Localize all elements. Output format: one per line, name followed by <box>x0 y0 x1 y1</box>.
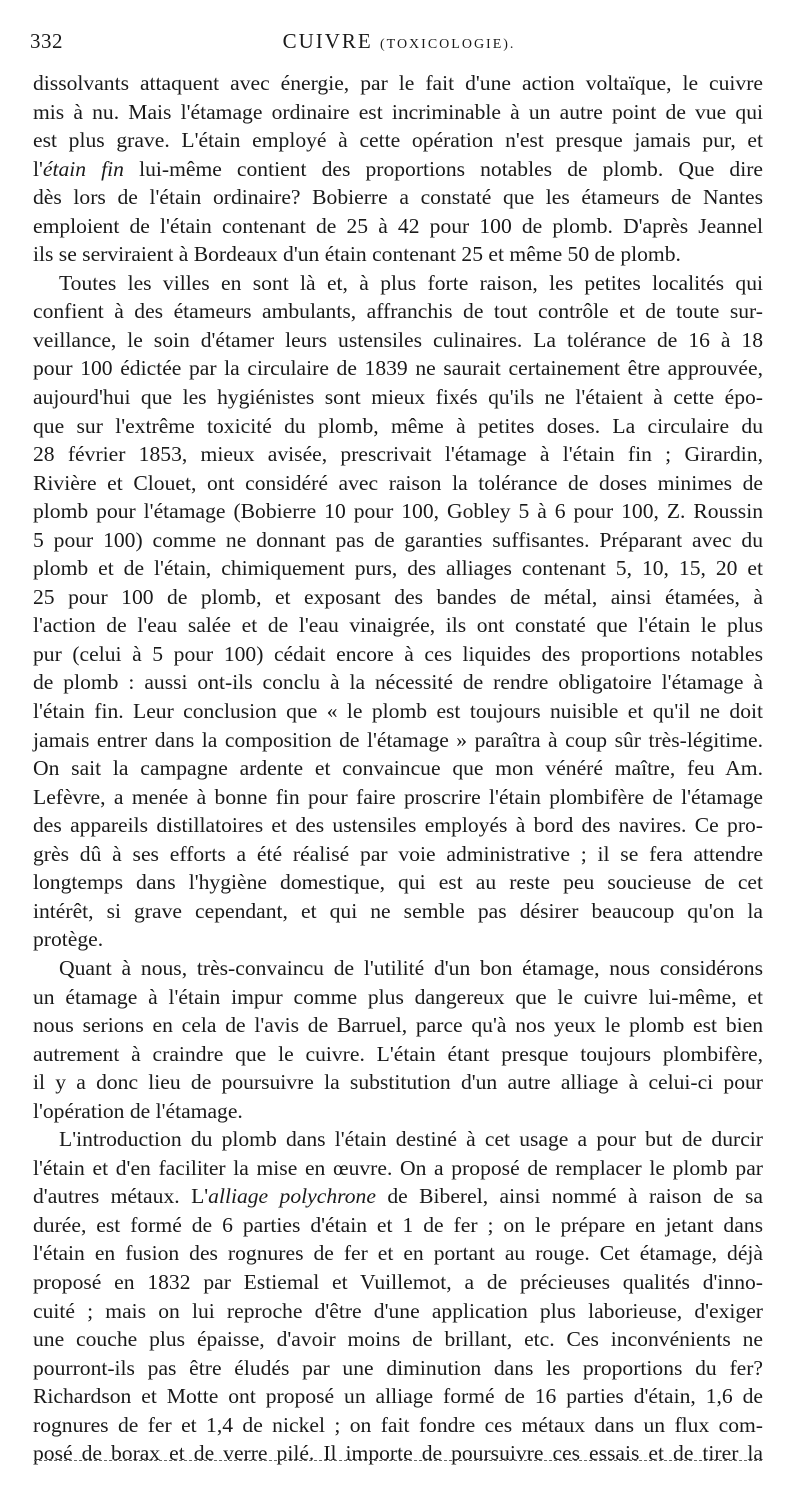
text-line: 28 février 1853, mieux avisée, prescrivait l'étamage à l'étain fin ; Girardin, <box>33 442 763 467</box>
text-line: L'introduction du plomb dans l'étain destiné à cet usage a pour but de durcir <box>59 1127 763 1152</box>
text-line: plomb pour l'étamage (Bobierre 10 pour 100, Gobley 5 à 6 pour 100, Z. Roussin <box>33 499 763 524</box>
text-line: 5 pour 100) comme ne donnant pas de garanties suffisantes. Préparant avec du <box>33 527 763 552</box>
paragraph <box>33 269 763 954</box>
running-title-subtitle: (TOXICOLOGIE). <box>379 37 516 52</box>
text-line: que sur l'extrême toxicité du plomb, même à petites doses. La circulaire du <box>33 413 763 438</box>
text-line: une couche plus épaisse, d'avoir moins de brillant, etc. Ces inconvénients ne <box>33 1327 763 1352</box>
text-line: de plomb : aussi ont-ils conclu à la nécessité de rendre obligatoire l'étamage à <box>33 670 763 695</box>
text-line: aujourd'hui que les hygiénistes sont mieux fixés qu'ils ne l'étaient à cette épo- <box>33 385 763 410</box>
text-line: posé de borax et de verre pilé. Il importe de poursuivre ces essais et de tirer la <box>33 1441 763 1466</box>
running-title-main: CUIVRE <box>282 29 373 53</box>
text-line: proposé en 1832 par Estiemal et Vuillemot, a de précieuses qualités d'inno- <box>33 1269 763 1294</box>
text-line: nous serions en cela de l'avis de Barruel, parce qu'à nos yeux le plomb est bien <box>33 1013 763 1038</box>
text-line: durée, est formé de 6 parties d'étain et 1 de fer ; on le prépare en jetant dans <box>33 1212 763 1237</box>
text-line: intérêt, si grave cependant, et qui ne semble pas désirer beaucoup qu'on la <box>33 898 763 923</box>
text-line: l'action de l'eau salée et de l'eau vinaigrée, ils ont constaté que l'étain le plus <box>33 613 763 638</box>
text-line: autrement à craindre que le cuivre. L'étain étant presque toujours plombifère, <box>33 1041 763 1066</box>
text-line: protège. <box>33 927 104 952</box>
text-line: confient à des étameurs ambulants, affranchis de tout contrôle et de toute sur- <box>33 299 763 324</box>
page-number: 332 <box>30 29 63 53</box>
text-line: longtemps dans l'hygiène domestique, qui est au reste peu soucieuse de cet <box>33 870 763 895</box>
text-line: il y a donc lieu de poursuivre la substitution d'un autre alliage à celui-ci pour <box>33 1070 763 1095</box>
text-line: Toutes les villes en sont là et, à plus forte raison, les petites localités qui <box>59 270 763 295</box>
paragraph <box>33 1125 763 1468</box>
body-text <box>33 69 763 1468</box>
running-title <box>30 29 768 54</box>
paragraph <box>33 69 763 269</box>
text-line: l'opération de l'étamage. <box>33 1098 243 1123</box>
text-line: l'étain fin. Leur conclusion que « le plomb est toujours nuisible et qu'il ne doit <box>33 699 763 724</box>
text-line: veillance, le soin d'étamer leurs ustensiles culinaires. La tolérance de 16 à 18 <box>33 327 763 352</box>
paragraph <box>33 954 763 1125</box>
text-line: pour 100 édictée par la circulaire de 1839 ne saurait certainement être approuvée, <box>33 356 763 381</box>
text-line: emploient de l'étain contenant de 25 à 42 pour 100 de plomb. D'après Jeannel <box>33 213 763 238</box>
text-line: d'autres métaux. L'alliage polychrone de Biberel, ainsi nommé à raison de sa <box>33 1184 763 1209</box>
text-line: jamais entrer dans la composition de l'étamage » paraîtra à coup sûr très-légitime. <box>33 727 763 752</box>
text-line: un étamage à l'étain impur comme plus dangereux que le cuivre lui-même, et <box>33 984 763 1009</box>
text-line: l'étain fin lui-même contient des proportions notables de plomb. Que dire <box>33 156 763 181</box>
text-line: Lefèvre, a menée à bonne fin pour faire proscrire l'étain plombifère de l'étamage <box>33 784 763 809</box>
text-line: dissolvants attaquent avec énergie, par le fait d'une action voltaïque, le cuivre <box>33 71 763 95</box>
text-line: pourront-ils pas être éludés par une diminution dans les proportions du fer? <box>33 1355 763 1380</box>
text-line: est plus grave. L'étain employé à cette opération n'est presque jamais pur, et <box>33 128 763 153</box>
text-line: dès lors de l'étain ordinaire? Bobierre a constaté que les étameurs de Nantes <box>33 185 763 210</box>
text-line: l'étain et d'en faciliter la mise en œuvre. On a proposé de remplacer le plomb par <box>33 1155 763 1180</box>
text-line: pur (celui à 5 pour 100) cédait encore à ces liquides des proportions notables <box>33 641 763 666</box>
text-line: l'étain en fusion des rognures de fer et en portant au rouge. Cet étamage, déjà <box>33 1241 763 1266</box>
text-line: grès dû à ses efforts a été réalisé par voie administrative ; il se fera attendre <box>33 841 763 866</box>
text-line: Richardson et Motte ont proposé un alliage formé de 16 parties d'étain, 1,6 de <box>33 1384 763 1409</box>
text-line: rognures de fer et 1,4 de nickel ; on fait fondre ces métaux dans un flux com- <box>33 1412 763 1437</box>
text-line: 25 pour 100 de plomb, et exposant des bandes de métal, ainsi étamées, à <box>33 584 763 609</box>
text-line: des appareils distillatoires et des ustensiles employés à bord des navires. Ce pro- <box>33 813 763 838</box>
text-line: Quant à nous, très-convaincu de l'utilité d'un bon étamage, nous considérons <box>59 955 763 980</box>
footer-rule <box>34 1460 762 1461</box>
text-line: cuité ; mais on lui reproche d'être d'une application plus laborieuse, d'exiger <box>33 1298 763 1323</box>
running-header <box>30 29 768 61</box>
text-line: On sait la campagne ardente et convaincue que mon vénéré maître, feu Am. <box>33 756 763 781</box>
text-line: Rivière et Clouet, ont considéré avec raison la tolérance de doses minimes de <box>33 470 763 495</box>
text-line: ils se serviraient à Bordeaux d'un étain contenant 25 et même 50 de plomb. <box>33 242 681 267</box>
text-line: plomb et de l'étain, chimiquement purs, des alliages contenant 5, 10, 15, 20 et <box>33 556 763 581</box>
text-line: mis à nu. Mais l'étamage ordinaire est incriminable à un autre point de vue qui <box>33 99 763 124</box>
